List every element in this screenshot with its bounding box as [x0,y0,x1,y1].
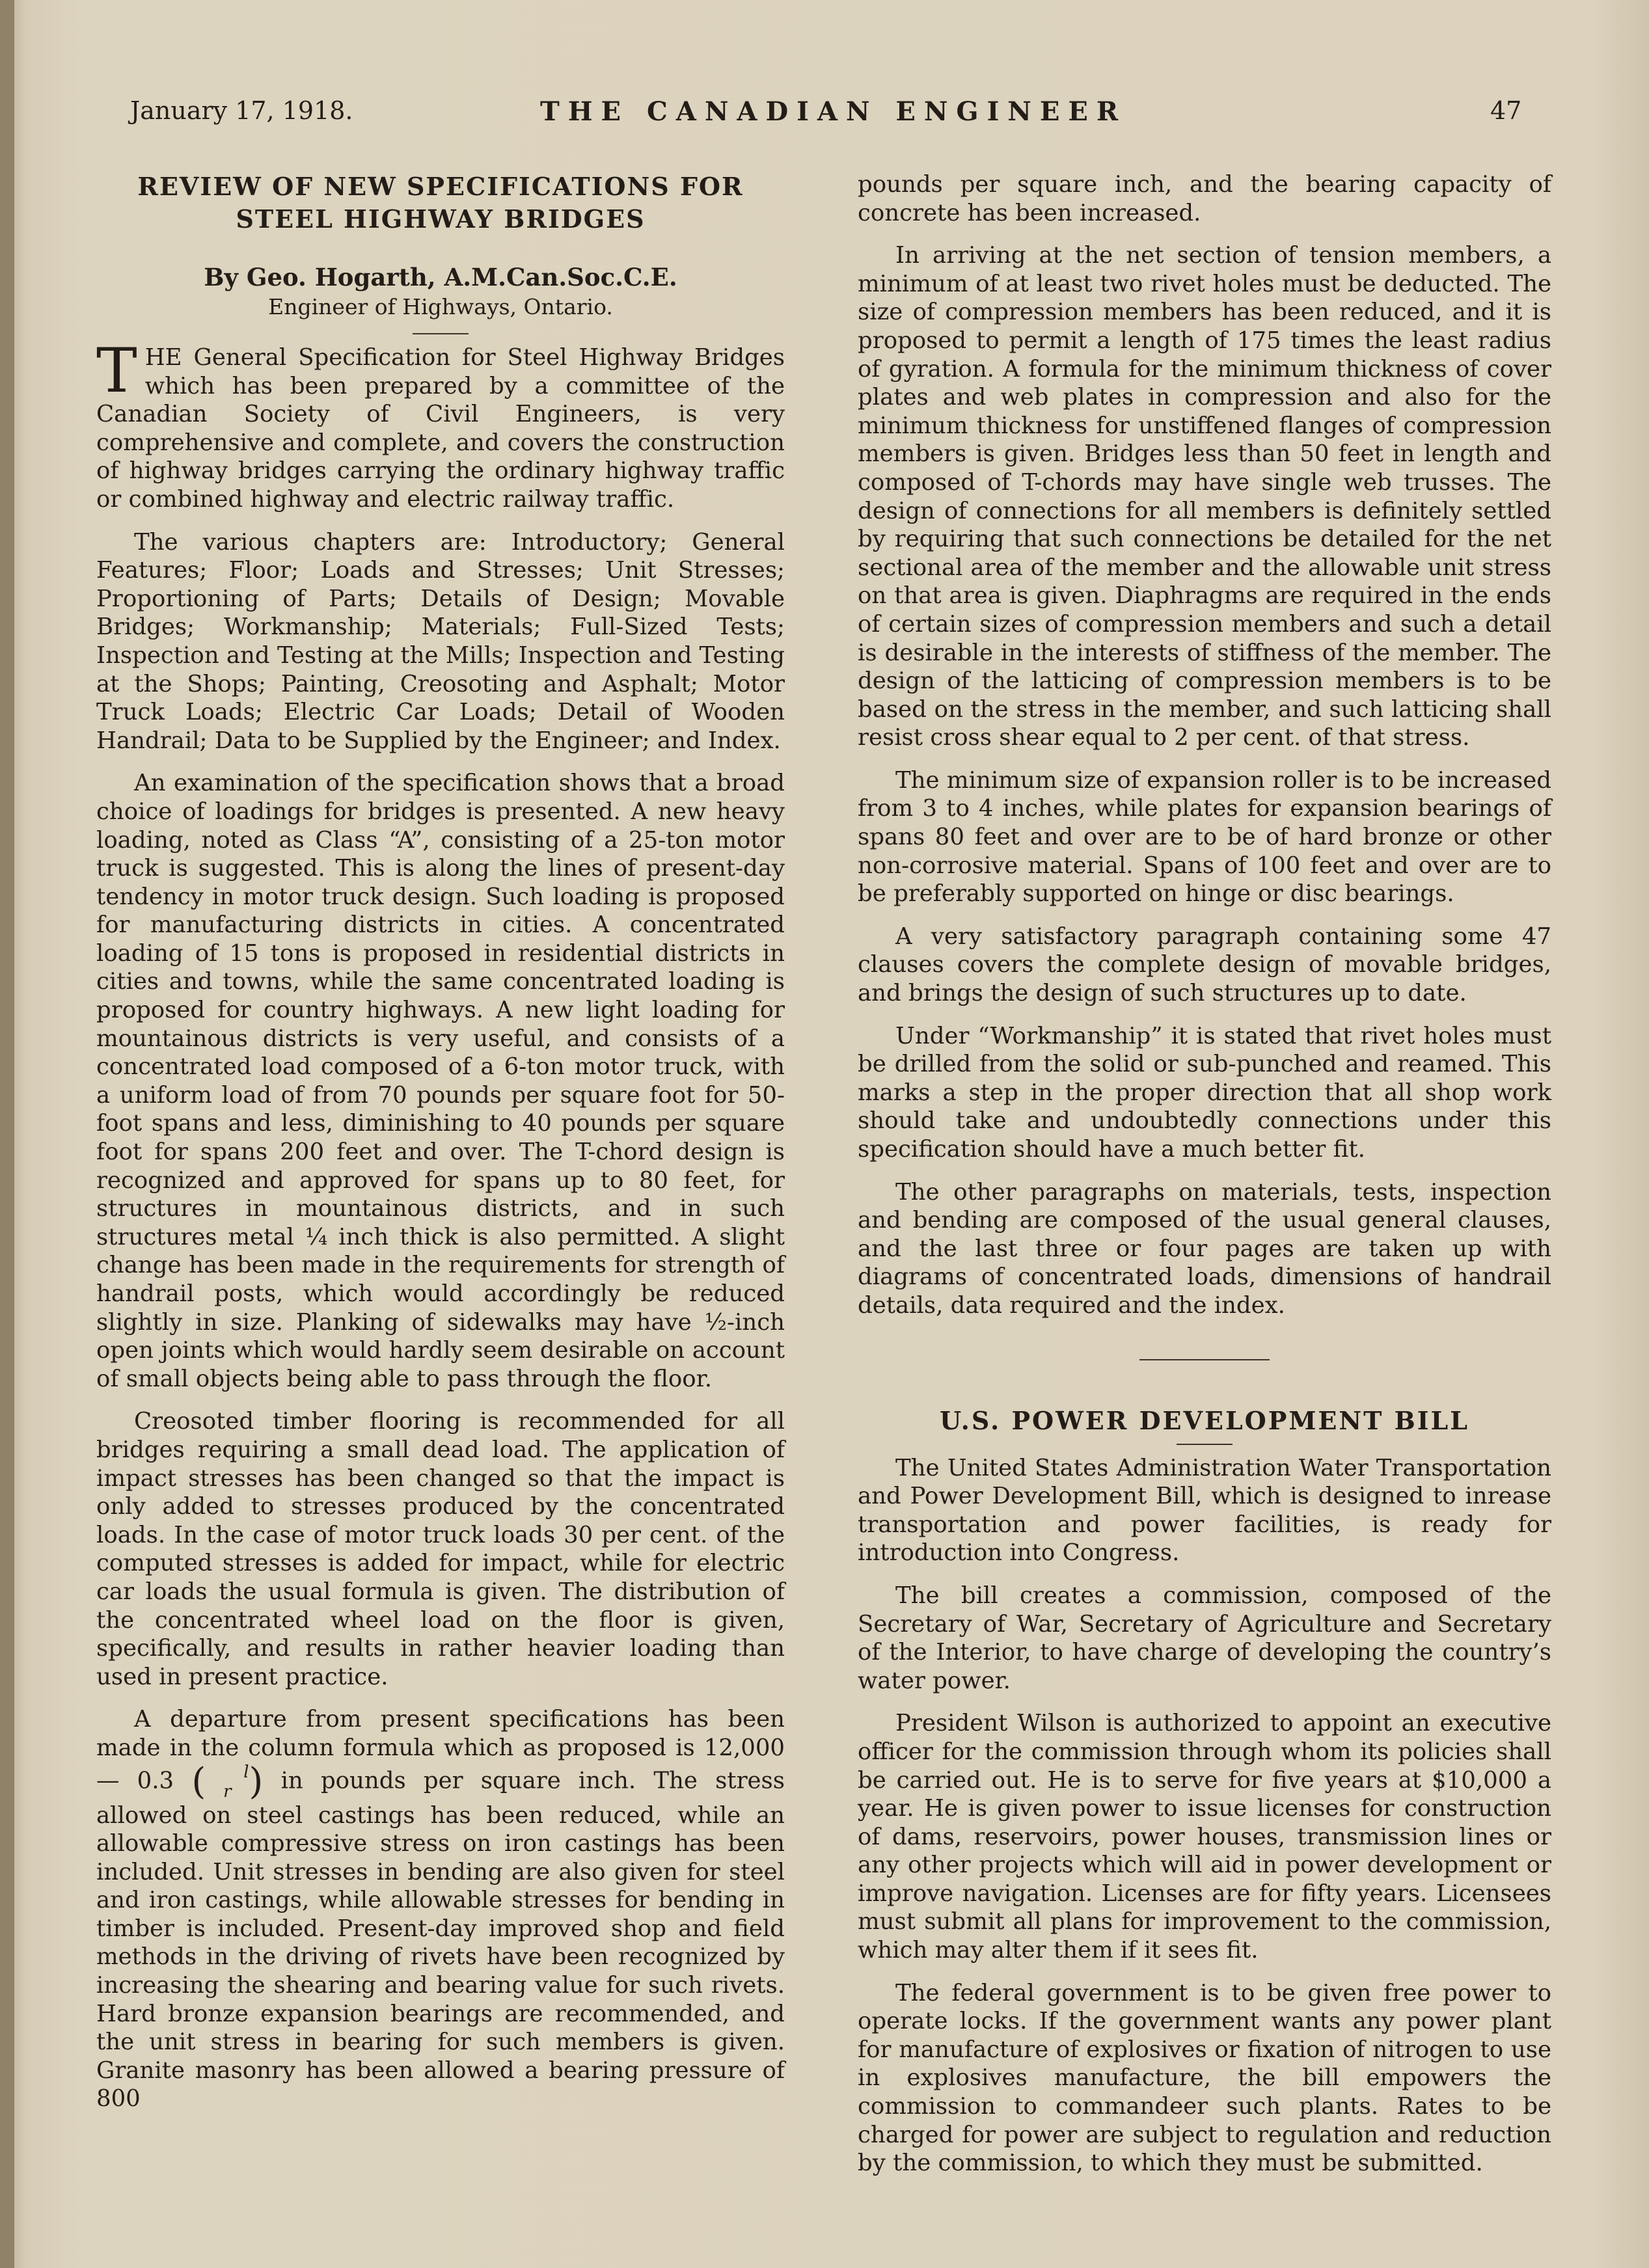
paragraph-workmanship: Under “Workmanship” it is stated that rivet holes must be drilled from the solid or sub-punched and reamed. This marks a step in the proper direction that all shop work should take and undoubtedly connections under this specification should have a much better fit. [858,1022,1551,1163]
author-affiliation: Engineer of Highways, Ontario. [268,294,613,319]
paragraph-tension-members: In arriving at the net section of tension members, a minimum of at least two rivet holes must be deducted. The size of compression members has been reduced, and it is proposed to permit a length of 175 times the least radius of gyration. A formula for the minimum thickness of cover plates and web plates in compression and also for the minimum thickness for unstiffened flanges of compression members is given. Bridges less than 50 feet in length and composed of T-chords may have single web trusses. The design of connections for all members is definitely settled by requiring that such connections be detailed for the net sectional area of the member and the allowable unit stress on that area is given. Diaphragms are required in the ends of certain sizes of compression members and such a detail is desirable in the interests of stiffness of the member. The design of the latticing of compression members is to be based on the stress in the member, and such latticing shall resist cross shear equal to 2 per cent. of that stress. [858,242,1551,751]
formula-open-paren: ( [191,1760,206,1803]
paragraph-column-formula [96,1705,785,2113]
journal-title: THE CANADIAN ENGINEER [540,96,1127,127]
issue-date: January 17, 1918. [130,96,353,125]
page-number: 47 [1490,96,1522,125]
paragraph-flooring: Creosoted timber flooring is recommended for all bridges requiring a small dead load. The application of impact stresses has been changed so that the impact is only added to stresses produced by the concentrated loads. In the case of motor truck loads 30 per cent. of the computed stresses is added for impact, while for electric car loads the usual formula is given. The distribution of the concentrated wheel load on the floor is given, specifically, and results in rather heavier loading than used in present practice. [96,1408,785,1690]
paragraph-chapters: The various chapters are: Introductory; General Features; Floor; Loads and Stresses; Unit Stresses; Proportioning of Parts; Details of Design; Movable Bridges; Workmanship; Materials; Full-Sized Tests; Inspection and Testing at the Mills; Inspection and Testing at the Shops; Painting, Creosoting and Asphalt; Motor Truck Loads; Electric Car Loads; Detail of Wooden Handrail; Data to be Supplied by the Engineer; and Index. [96,528,785,754]
column-formula-continuation: in pounds per square inch. The stress allowed on steel castings has been reduced, while an allowable compressive stress on iron castings has been included. Unit stresses in bending are also given for steel and iron castings, while allowable stresses for bending in timber is included. Present-day improved shop and field methods in the driving of rivets have been recognized by increasing the shearing and bearing value for such rivets. Hard bronze expansion bearings are recommended, and the unit stress in bearing for such members is given. Granite masonry has been allowed a bearing pressure of 800 [96,1767,785,2113]
divider-rule-2 [1177,1444,1233,1445]
formula-numerator: l [243,1762,249,1782]
paragraph-movable-bridges: A very satisfactory paragraph containing some 47 clauses covers the complete design of movable bridges, and brings the design of such structures up to date. [858,923,1551,1007]
paragraph-expansion-roller: The minimum size of expansion roller is to be increased from 3 to 4 inches, while plates for expansion bearings of spans 80 feet and over are to be of hard bronze or other non-corrosive material. Spans of 100 feet and over are to be preferably supported on hinge or disc bearings. [858,766,1551,908]
paragraph-loadings: An examination of the specification shows that a broad choice of loadings for bridges is presented. A new heavy loading, noted as Class “A”, consisting of a 25-ton motor truck is suggested. This is along the lines of present-day tendency in motor truck design. Such loading is proposed for manufacturing districts in cities. A concentrated loading of 15 tons is proposed in residential districts in cities and towns, while the same concentrated loading is proposed for country highways. A new light loading for mountainous districts is very useful, and consists of a concentrated load composed of a 6-ton motor truck, with a uniform load of from 70 pounds per square foot for 50-foot spans and less, diminishing to 40 pounds per square foot for spans 200 feet and over. The T-chord design is recognized and approved for spans up to 80 feet, for structures in mountainous districts, and in such structures metal ¼ inch thick is also permitted. A slight change has been made in the requirements for strength of handrail posts, which would accordingly be reduced slightly in size. Planking of sidewalks may have ½-inch open joints which would hardly seem desirable on account of small objects being able to pass through the floor. [96,770,785,1392]
article-title: REVIEW OF NEW SPECIFICATIONS FOR STEEL HIGHWAY BRIDGES [137,172,744,234]
paragraph-concrete: pounds per square inch, and the bearing capacity of concrete has been increased. [858,171,1551,226]
column-formula-text: A departure from present specifications has been made in the column formula which as proposed is 12,000 — 0.3 [96,1706,785,1794]
article2-paragraph-4: The federal government is to be given free power to operate locks. If the government wants any power plant for manufacture of explosives or fixation of nitrogen to use in explosives manufacture, the bill empowers the commission to commandeer such plants. Rates to be charged for power are subject to regulation and reduction by the commission, to which they must be submitted. [858,1979,1551,2177]
left-column [96,170,785,2127]
article2-paragraph-1: The United States Administration Water Transportation and Power Development Bill, which is designed to inrease transportation and power facilities, is ready for introduction into Congress. [858,1454,1551,1567]
article2-paragraph-2: The bill creates a commission, composed of the Secretary of War, Secretary of Agriculture and Secretary of the Interior, to have charge of developing the country’s water power. [858,1582,1551,1694]
drop-cap: T [96,336,137,407]
article2-title: U.S. POWER DEVELOPMENT BILL [940,1405,1469,1435]
article-byline: By Geo. Hogarth, A.M.Can.Soc.C.E. [204,263,677,291]
right-column [858,170,1551,2192]
paragraph-intro [96,336,785,514]
article2-paragraph-3: President Wilson is authorized to appoint an executive officer for the commission through whom its policies shall be carried out. He is to serve for five years at $10,000 a year. He is given power to issue licenses for construction of dams, reservoirs, power houses, transmission lines or any other projects which will aid in power development or improve navigation. Licenses are for fifty years. Licensees must submit all plans for improvement to the commission, which may alter them if it sees fit. [858,1710,1551,1964]
formula-fraction [206,1762,249,1802]
formula-denominator: r [223,1781,232,1802]
paragraph-intro-text: HE General Specification for Steel Highway Bridges which has been prepared by a committee of the Canadian Society of Civil Engineers, is very comprehensive and complete, and covers the construction of highway bridges carrying the ordinary highway traffic or combined highway and electric railway traffic. [96,344,785,513]
paragraph-other: The other paragraphs on materials, tests, inspection and bending are composed of the usual general clauses, and the last three or four pages are taken up with diagrams of concentrated loads, dimensions of handrail details, data required and the index. [858,1178,1551,1319]
page-binding-edge [0,0,14,2268]
divider-rule [413,333,469,334]
section-divider [1139,1359,1270,1360]
formula-close-paren: ) [249,1760,264,1803]
